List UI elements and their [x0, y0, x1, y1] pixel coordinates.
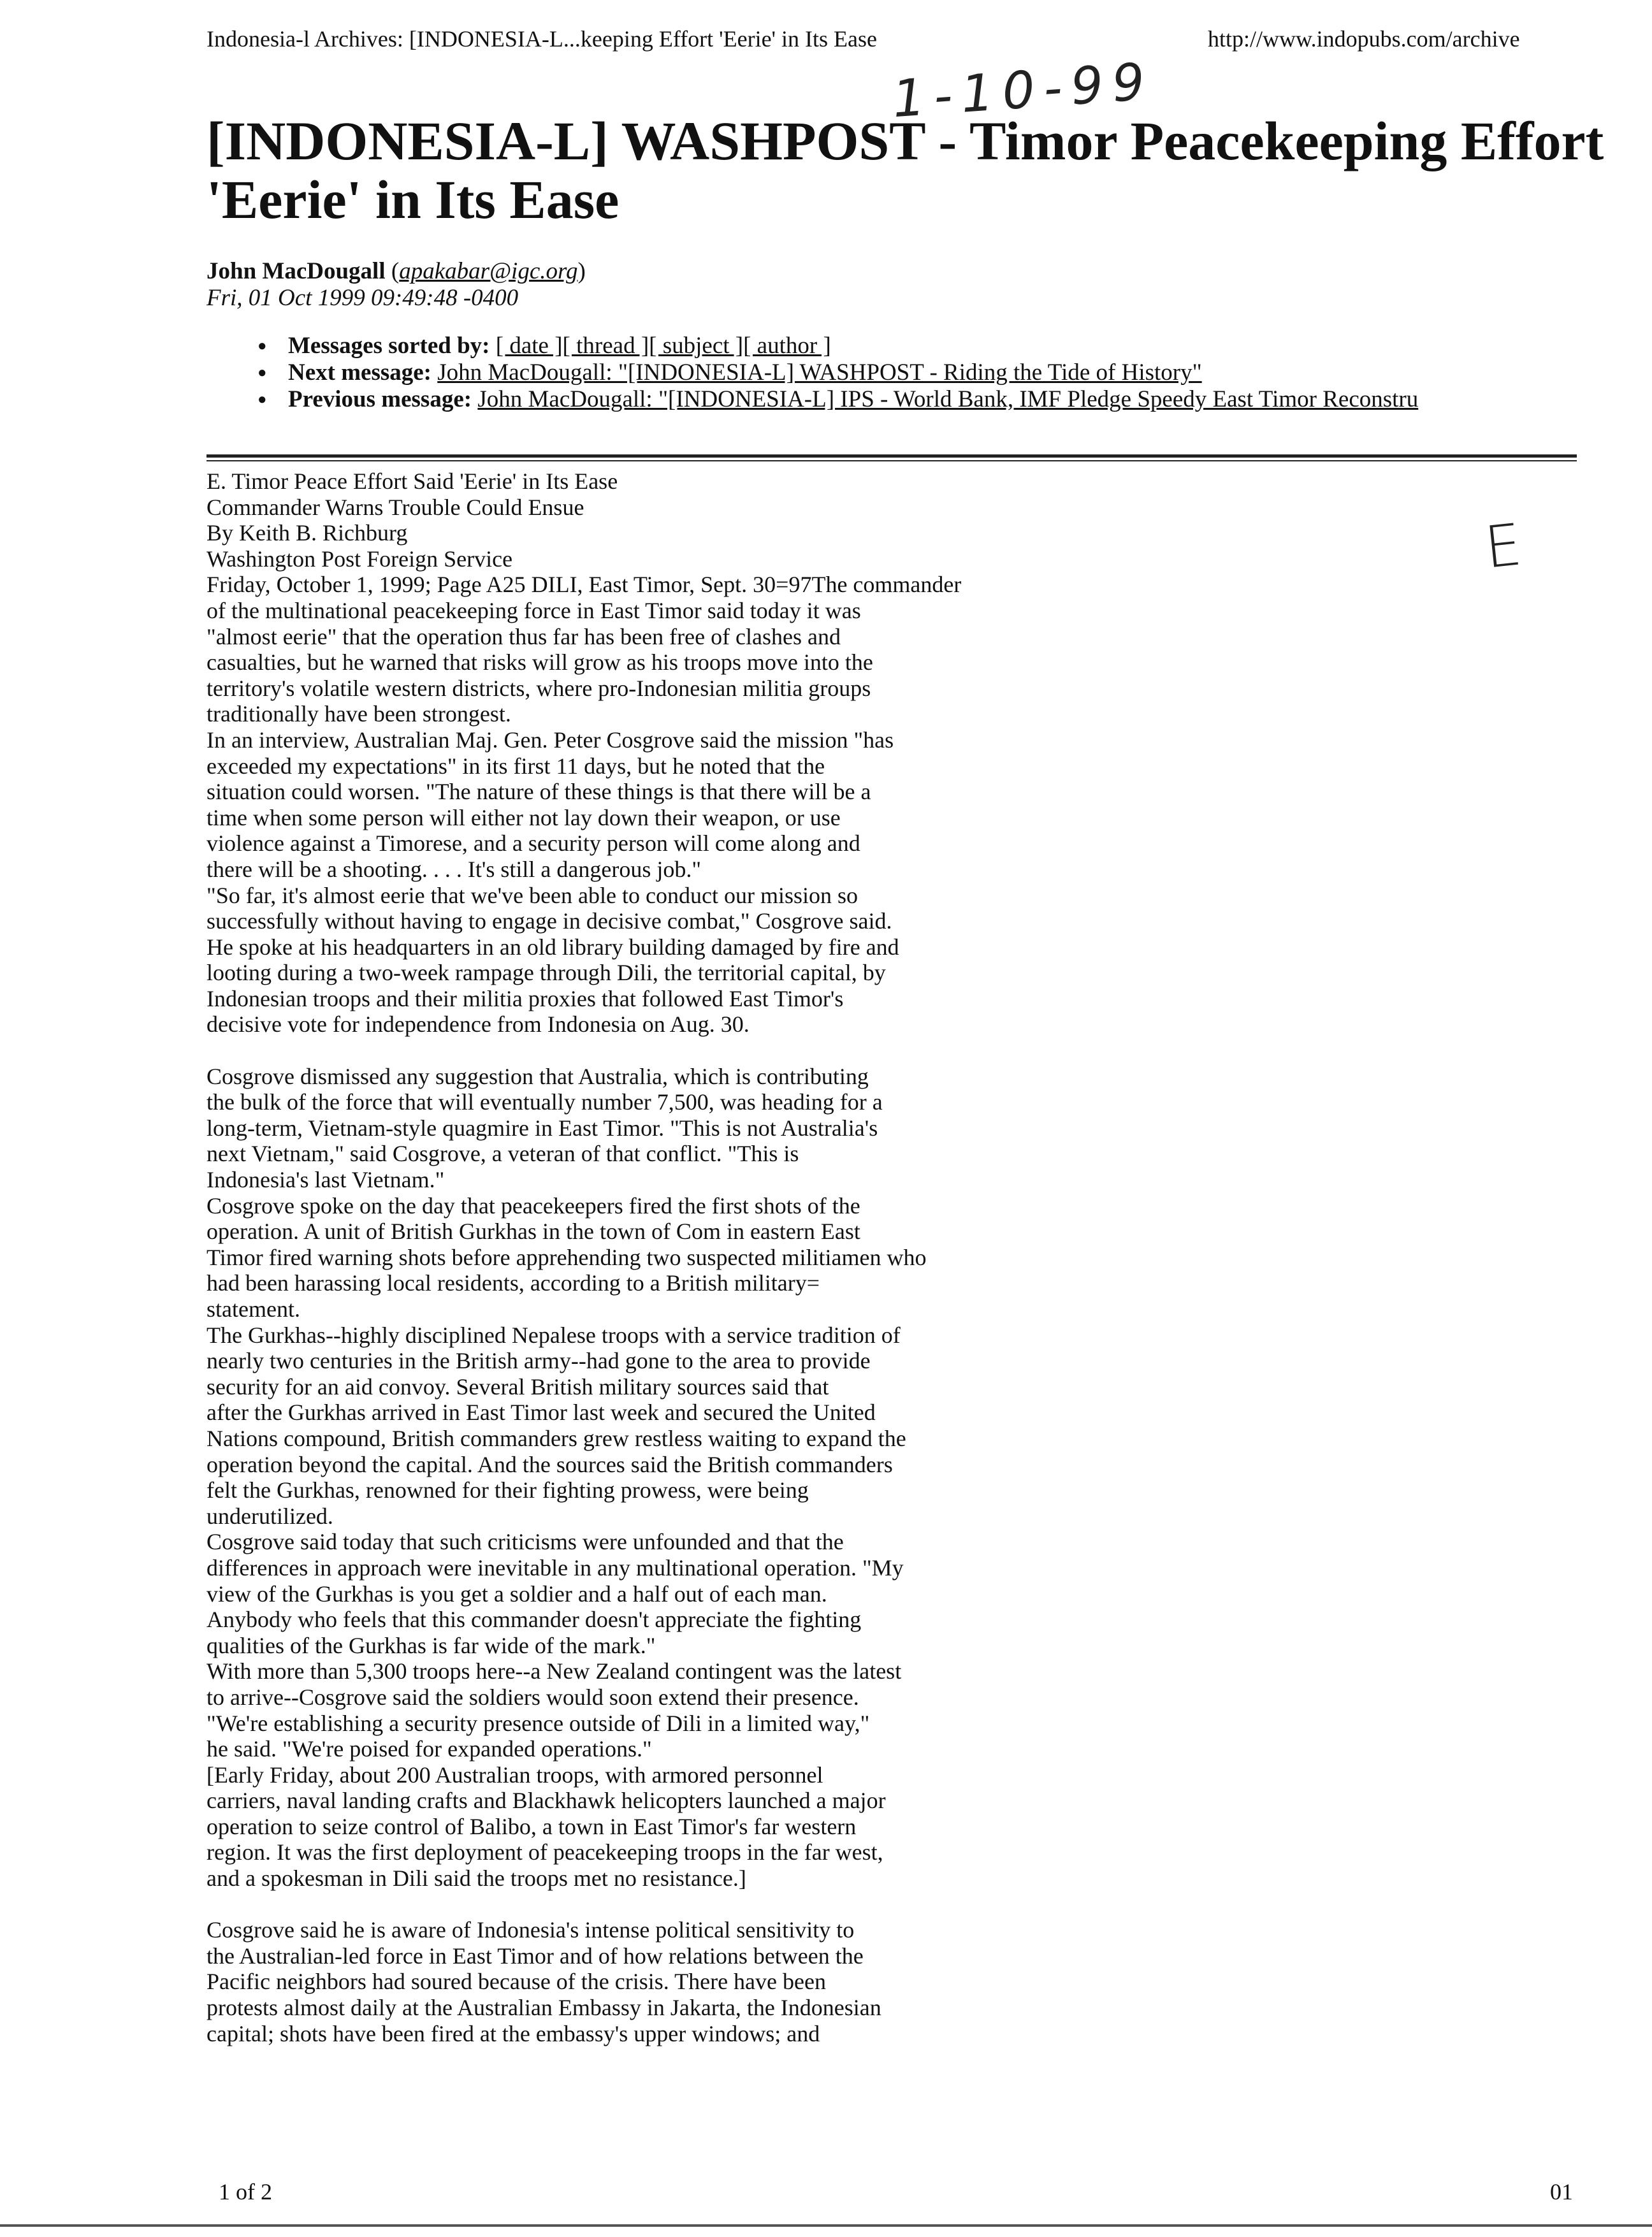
author-block — [207, 258, 586, 312]
sort-by-date-link[interactable]: [ date ] — [495, 333, 563, 359]
message-navigation — [257, 333, 1418, 413]
sorted-by-item — [257, 333, 1418, 359]
next-message-label: Next message: — [288, 359, 431, 386]
sorted-by-label: Messages sorted by: — [288, 333, 490, 359]
message-title: [INDONESIA-L] WASHPOST - Timor Peacekeeping Effort 'Eerie' in Its Ease — [207, 110, 1604, 230]
handwritten-date: 1-10-99 — [890, 51, 1156, 129]
previous-message-label: Previous message: — [288, 386, 472, 412]
sort-by-author-link[interactable]: [ author ] — [743, 333, 831, 359]
header-url: http://www.indopubs.com/archive — [1208, 26, 1520, 52]
sort-by-thread-link[interactable]: [ thread ] — [562, 333, 649, 359]
author-email-link[interactable]: apakabar@igc.org — [399, 258, 578, 284]
sort-by-subject-link[interactable]: [ subject ] — [649, 333, 744, 359]
divider-rule-thin — [207, 460, 1577, 461]
next-message-item — [257, 359, 1418, 386]
page-number: 1 of 2 — [219, 2179, 272, 2204]
previous-message-item — [257, 386, 1418, 413]
post-date: Fri, 01 Oct 1999 09:49:48 -0400 — [207, 285, 519, 311]
divider-rule — [207, 454, 1577, 458]
previous-message-link[interactable]: John MacDougall: "[INDONESIA-L] IPS - World Bank, IMF Pledge Speedy East Timor Reconstru — [477, 386, 1419, 412]
handwritten-margin-mark: E — [1481, 511, 1525, 582]
header-page-title: Indonesia-l Archives: [INDONESIA-L...keeping Effort 'Eerie' in Its Ease — [207, 26, 877, 52]
author-email-wrapper: (apakabar@igc.org) — [391, 258, 586, 284]
author-name: John MacDougall — [207, 258, 386, 284]
next-message-link[interactable]: John MacDougall: "[INDONESIA-L] WASHPOST - Riding the Tide of History" — [437, 359, 1202, 386]
scan-bottom-edge — [0, 2224, 1652, 2227]
page-code: 01 — [1550, 2179, 1573, 2204]
article-body: E. Timor Peace Effort Said 'Eerie' in Its Ease Commander Warns Trouble Could Ensue By Keith B. Richburg Washington Post Foreign Service Friday, October 1, 1999; Page A25 DILI, East Timor, Sept. 30=97The commander of the multinational peacekeeping force in East Timor said today it was "almost eerie" that the operation thus far has been free of clashes and casualties, but he warned that risks will grow as his troops move into the territory's volatile western districts, where pro-Indonesian militia groups traditionally have been strongest. In an interview, Australian Maj. Gen. Peter Cosgrove said the mission "has exceeded my expectations" in its first 11 days, but he noted that the situation could worsen. "The nature of these things is that there will be a time when some person will either not lay down their weapon, or use violence against a Timorese, and a security person will come along and there will be a shooting. . . . It's still a dangerous job." "So far, it's almost eerie that we've been able to conduct our mission so successfully without having to engage in decisive combat," Cosgrove said. He spoke at his headquarters in an old library building damaged by fire and looting during a two-week rampage through Dili, the territorial capital, by Indonesian troops and their militia proxies that followed East Timor's decisive vote for independence from Indonesia on Aug. 30. Cosgrove dismissed any suggestion that Australia, which is contributing the bulk of the force that will eventually number 7,500, was heading for a long-term, Vietnam-style quagmire in East Timor. "This is not Australia's next Vietnam," said Cosgrove, a veteran of that conflict. "This is Indonesia's last Vietnam." Cosgrove spoke on the day that peacekeepers fired the first shots of the operation. A unit of British Gurkhas in the town of Com in eastern East Timor fired warning shots before apprehending two suspected militiamen who had been harassing local residents, according to a British military= statement. The Gurkhas--highly disciplined Nepalese troops with a service tradition of nearly two centuries in the British army--had gone to the area to provide security for an aid convoy. Several British military sources said that after the Gurkhas arrived in East Timor last week and secured the United Nations compound, British commanders grew restless waiting to expand the operation beyond the capital. And the sources said the British commanders felt the Gurkhas, renowned for their fighting prowess, were being underutilized. Cosgrove said today that such criticisms were unfounded and that the differences in approach were inevitable in any multinational operation. "My view of the Gurkhas is you get a soldier and a half out of each man. Anybody who feels that this commander doesn't appreciate the fighting qualities of the Gurkhas is far wide of the mark." With more than 5,300 troops here--a New Zealand contingent was the latest to arrive--Cosgrove said the soldiers would soon extend their presence. "We're establishing a security presence outside of Dili in a limited way," he said. "We're poised for expanded operations." [Early Friday, about 200 Australian troops, with armored personnel carriers, naval landing crafts and Blackhawk helicopters launched a major operation to seize control of Balibo, a town in East Timor's far western region. It was the first deployment of peacekeeping troops in the far west, and a spokesman in Dili said the troops met no resistance.] Cosgrove said he is aware of Indonesia's intense political sensitivity to the Australian-led force in East Timor and of how relations between the Pacific neighbors had soured because of the crisis. There have been protests almost daily at the Australian Embassy in Jakarta, the Indonesian capital; shots have been fired at the embassy's upper windows; and — [207, 468, 962, 2046]
